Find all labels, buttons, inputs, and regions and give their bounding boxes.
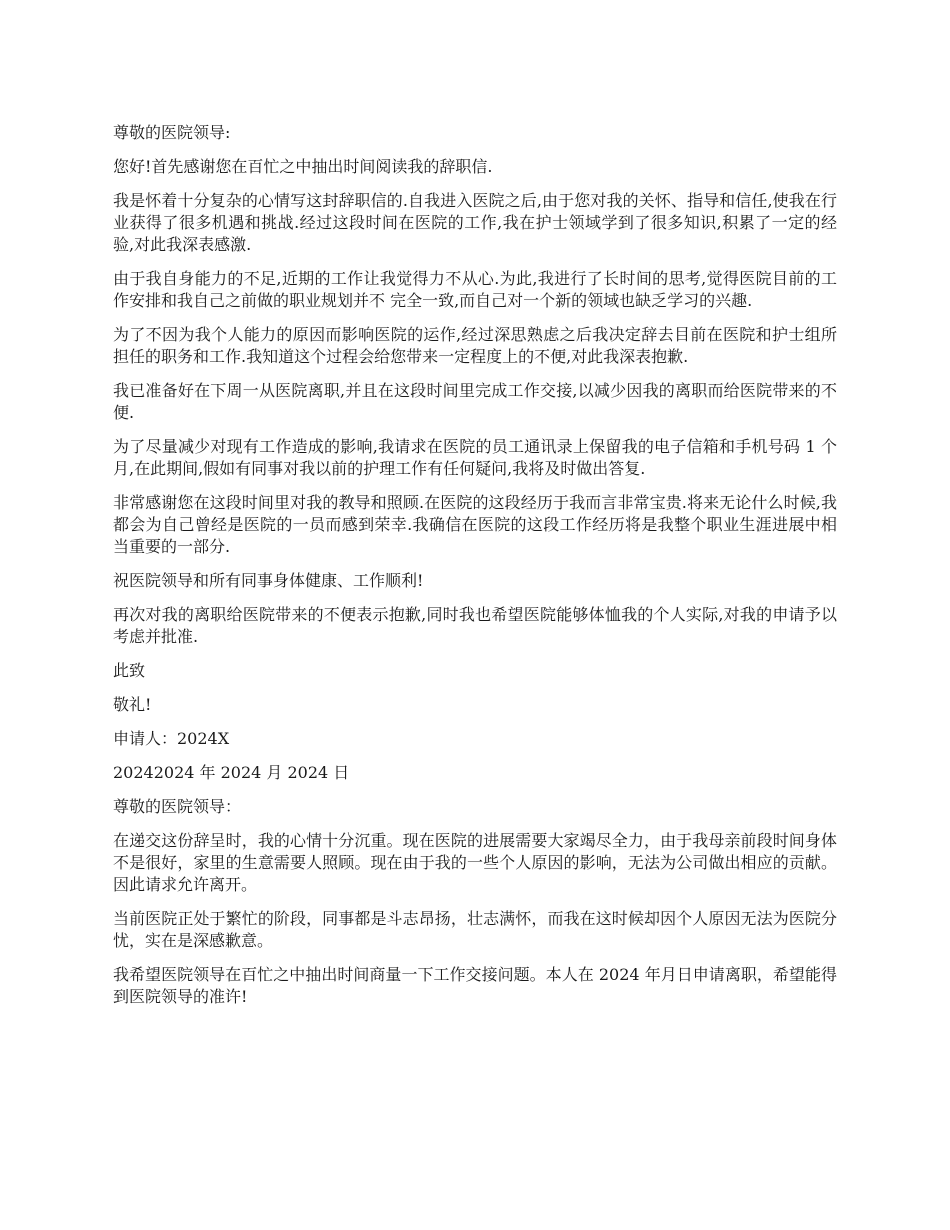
greeting-paragraph: 您好!首先感谢您在百忙之中抽出时间阅读我的辞职信. [113, 157, 493, 176]
body-paragraph: 由于我自身能力的不足,近期的工作让我觉得力不从心.为此,我进行了长时间的思考,觉得医院目前的工作安排和我自己之前做的职业规划并不 完全一致,而自己对一个新的领域也缺乏学习的兴趣. [113, 269, 837, 310]
document-page [113, 122, 837, 1020]
applicant-line: 申请人：2024X [113, 729, 230, 748]
body-paragraph: 我希望医院领导在百忙之中抽出时间商量一下工作交接问题。本人在 2024 年月日申请离职，希望能得到医院领导的准许! [113, 965, 837, 1006]
body-paragraph: 再次对我的离职给医院带来的不便表示抱歉,同时我也希望医院能够体恤我的个人实际,对我的申请予以考虑并批准. [113, 605, 837, 646]
body-paragraph: 当前医院正处于繁忙的阶段，同事都是斗志昂扬，壮志满怀，而我在这时候却因个人原因无法为医院分忧，实在是深感歉意。 [113, 909, 837, 950]
body-paragraph: 我是怀着十分复杂的心情写这封辞职信的.自我进入医院之后,由于您对我的关怀、指导和信任,使我在行业获得了很多机遇和挑战.经过这段时间在医院的工作,我在护士领域学到了很多知识,积累了一定的经验,对此我深表感激. [113, 191, 837, 254]
body-paragraph: 为了不因为我个人能力的原因而影响医院的运作,经过深思熟虑之后我决定辞去目前在医院和护士组所担任的职务和工作.我知道这个过程会给您带来一定程度上的不便,对此我深表抱歉. [113, 325, 837, 366]
salutation: 尊敬的医院领导: [113, 123, 231, 142]
salutation: 尊敬的医院领导： [113, 797, 242, 816]
closing-salute: 敬礼! [113, 695, 152, 714]
body-paragraph: 非常感谢您在这段时间里对我的教导和照顾.在医院的这段经历于我而言非常宝贵.将来无论什么时候,我都会为自己曾经是医院的一员而感到荣幸.我确信在医院的这段工作经历将是我整个职业生涯进展中相当重要的一部分. [113, 493, 837, 556]
body-paragraph: 我已准备好在下周一从医院离职,并且在这段时间里完成工作交接,以减少因我的离职而给医院带来的不便. [113, 381, 837, 422]
date-line: 20242024 年 2024 月 2024 日 [113, 763, 350, 782]
wishes-line: 祝医院领导和所有同事身体健康、工作顺利! [113, 571, 424, 590]
body-paragraph: 在递交这份辞呈时，我的心情十分沉重。现在医院的进展需要大家竭尽全力，由于我母亲前段时间身体不是很好，家里的生意需要人照顾。现在由于我的一些个人原因的影响，无法为公司做出相应的贡献。因此请求允许离开。 [113, 831, 837, 894]
body-paragraph: 为了尽量减少对现有工作造成的影响,我请求在医院的员工通讯录上保留我的电子信箱和手机号码 1 个月,在此期间,假如有同事对我以前的护理工作有任何疑问,我将及时做出答复. [113, 437, 837, 478]
closing-line: 此致 [113, 661, 146, 680]
